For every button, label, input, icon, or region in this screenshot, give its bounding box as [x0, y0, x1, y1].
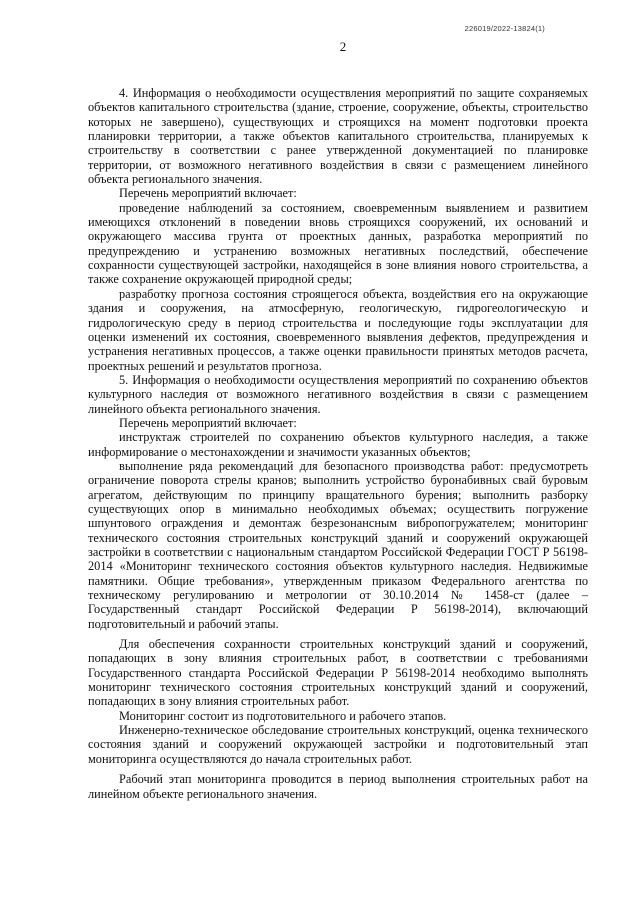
paragraph-section-5: 5. Информация о необходимости осуществления мероприятий по сохранению объектов культурного наследия от возможного негативного воздействия в связи с размещением линейного объекта регионального значения. — [88, 372, 588, 416]
paragraph-measures-intro-2: Перечень мероприятий включает: — [119, 415, 297, 430]
paragraph-briefing: инструктаж строителей по сохранению объектов культурного наследия, а также информирование о местонахождении и значимости указанных объектов; — [88, 430, 588, 459]
paragraph-working-stage: Рабочий этап мониторинга проводится в период выполнения строительных работ на линейном объекте регионального значения. — [88, 772, 588, 801]
paragraph-monitoring-stages: Мониторинг состоит из подготовительного и рабочего этапов. — [119, 708, 447, 723]
paragraph-inspection: Инженерно-техническое обследование строительных конструкций, оценка технического состояния зданий и сооружений окружающей застройки и подготовительный этап мониторинга осуществляются до начала строительных работ. — [88, 723, 588, 766]
document-body — [88, 86, 588, 801]
document-registration-number: 226019/2022-13824(1) — [464, 24, 545, 33]
paragraph-measures-intro: Перечень мероприятий включает: — [119, 186, 297, 201]
paragraph-forecast-measures: разработку прогноза состояния строящегося объекта, воздействия его на окружающие здания и сооружения, на атмосферную, геологическую, гидрогеологическую и гидрологическую среду в период строительства и последующие годы эксплуатации для оценки изменений их состояния, своевременного выявления дефектов, предупреждения и устранения негативных процессов, а также оценки правильности принятых методов расчета, проектных решений и результатов прогноза. — [88, 286, 588, 373]
paragraph-monitoring-requirement: Для обеспечения сохранности строительных конструкций зданий и сооружений, попадающих в зону влияния строительных работ, в соответствии с требованиями Государственного стандарта Российской Федерации Р 56198-2014 необходимо выполнять мониторинг технического состояния строительных конструкций зданий и сооружений, попадающих в зону влияния строительных работ. — [88, 637, 588, 709]
page-number: 2 — [339, 39, 347, 54]
paragraph-recommendations: выполнение ряда рекомендаций для безопасного производства работ: предусмотреть ограничение поворота стрелы кранов; выполнить устройство буронабивных свай буровым агрегатом, действующим по принципу вращательного бурения; выполнить разборку существующих опор в минимально необходимых объемах; осуществить погружение шпунтового ограждения и демонтаж безрезонансным вибропогружателем; мониторинг технического состояния строительных конструкций зданий и сооружений окружающей застройки в соответствии с национальным стандартом Российской Федерации ГОСТ Р 56198-2014 «Мониторинг технического состояния объектов культурного наследия. Недвижимые памятники. Общие требования», утвержденным приказом Федерального агентства по техническому регулированию и метрологии от 30.10.2014 № 1458-ст (далее – Государственный стандарт Российской Федерации Р 56198-2014), включающий подготовительный и рабочий этапы. — [88, 458, 588, 631]
paragraph-observation-measures: проведение наблюдений за состоянием, своевременным выявлением и развитием имеющихся отклонений в поведении вновь строящихся сооружений, их оснований и окружающего массива грунта от проектных данных, разработка мероприятий по предупреждению и устранению возможных негативных последствий, обеспечение сохранности существующей застройки, находящейся в зоне влияния нового строительства, а также сохранение окружающей природной среды; — [88, 200, 588, 287]
paragraph-section-4: 4. Информация о необходимости осуществления мероприятий по защите сохраняемых объектов капитального строительства (здание, строение, сооружение, объекты, строительство которых не завершено), существующих и строящихся на момент подготовки проекта планировки территории, а также объектов капитального строительства, планируемых к строительству в соответствии с ранее утвержденной документацией по планировке территории, от возможного негативного воздействия в связи с размещением линейного объекта регионального значения. — [88, 86, 588, 187]
